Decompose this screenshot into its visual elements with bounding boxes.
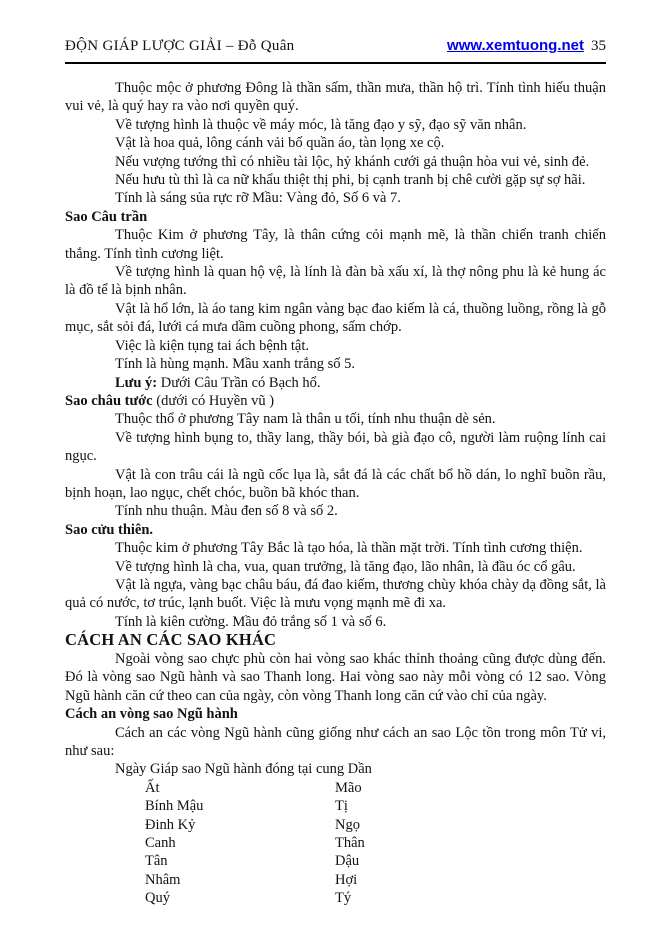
cach-an-paragraph-1: Ngoài vòng sao chực phù còn hai vòng sao khác thỉnh thoảng cũng được dùng đến. Đó là vòng sao Ngũ hành và sao Thanh long. Hai vòng sao này mỗi vòng có 12 sao. Vòng Ngũ hành căn cứ theo can của ngày, còn vòng Thanh long căn cứ vào chỉ của ngày. xyxy=(65,650,606,704)
chi-cell: Thân xyxy=(335,835,365,852)
heading-sao-cau-tran: Sao Câu trần xyxy=(65,208,148,225)
heading-cach-an-ngu-hanh: Cách an vòng sao Ngũ hành xyxy=(65,706,238,723)
chi-cell: Ngọ xyxy=(335,816,360,833)
sao-cau-tran-paragraph-4: Việc là kiện tụng tai ách bệnh tật. xyxy=(115,337,310,354)
sao-cau-tran-note xyxy=(65,374,606,392)
heading-sao-chau-tuoc xyxy=(65,392,606,410)
document-body xyxy=(65,79,606,908)
chi-cell: Tị xyxy=(335,798,348,815)
intro-paragraph-3: Vật là hoa quả, lông cánh vải bố quần áo, tàn lọng xe cộ. xyxy=(115,135,445,152)
chi-cell: Tý xyxy=(335,890,352,907)
ngu-hanh-row xyxy=(65,834,606,852)
ngu-hanh-row xyxy=(65,779,606,797)
intro-paragraph-5: Nếu hưu tù thì là ca nữ khẩu thiệt thị phi, bị cạnh tranh bị chê cười gặp sự sợ hãi. xyxy=(115,172,586,189)
intro-paragraph-2: Về tượng hình là thuộc về máy móc, là tăng đạo y sỹ, đạo sỹ văn nhân. xyxy=(115,116,527,133)
can-cell: Quý xyxy=(145,890,170,907)
page-header xyxy=(65,37,606,64)
can-cell: Canh xyxy=(145,835,176,852)
chi-cell: Mão xyxy=(335,779,362,796)
can-cell: Bính Mậu xyxy=(145,798,204,815)
ngu-hanh-row xyxy=(65,797,606,815)
site-link[interactable]: www.xemtuong.net xyxy=(447,37,584,54)
ngu-hanh-table-caption: Ngày Giáp sao Ngũ hành đóng tại cung Dần xyxy=(115,761,372,778)
intro-paragraph-1: Thuộc mộc ở phương Đông là thần sấm, thần mưa, thần hộ trì. Tính tình hiếu thuận vui vẻ, là quý hay ra vào nơi quyền quý. xyxy=(65,80,606,115)
section-heading-cach-an: CÁCH AN CÁC SAO KHÁC xyxy=(65,630,277,650)
note-text: Dưới Câu Trần có Bạch hổ. xyxy=(157,374,321,391)
heading-sao-chau-tuoc-suffix: (dưới có Huyền vũ ) xyxy=(152,392,275,409)
ngu-hanh-row xyxy=(65,889,606,907)
sao-cau-tran-paragraph-2: Về tượng hình là quan hộ vệ, là lính là đàn bà xấu xí, là thợ nông phu là kẻ hung ác là đồ tể là bịnh nhân. xyxy=(65,264,606,299)
can-cell: Ất xyxy=(145,779,160,796)
sao-cuu-thien-paragraph-4: Tính là kiên cường. Mầu đỏ trắng số 1 và số 6. xyxy=(115,613,387,630)
sao-cuu-thien-paragraph-2: Về tượng hình là cha, vua, quan trưởng, là tăng đạo, lão nhân, là đầu óc cổ gâu. xyxy=(115,558,576,575)
sao-cau-tran-paragraph-3: Vật là hổ lớn, là áo tang kim ngân vàng bạc đao kiếm là cá, thuồng luồng, rồng là gỗ mục, sắt sỏi đá, lưới cá mưa dầm cuồng phong, sấm chớp. xyxy=(65,300,606,336)
sao-cuu-thien-paragraph-3: Vật là ngựa, vàng bạc châu báu, đá đao kiếm, thương chùy khóa chày dạ đồng sắt, là quả có nước, tơ trúc, lạnh buốt. Việc là mưu vọng mạnh mẽ đi xa. xyxy=(65,576,606,612)
chi-cell: Hợi xyxy=(335,871,358,888)
ngu-hanh-row xyxy=(65,852,606,870)
ngu-hanh-row xyxy=(65,871,606,889)
page-number: 35 xyxy=(591,38,606,54)
chi-cell: Dậu xyxy=(335,853,360,870)
sao-chau-tuoc-paragraph-3: Vật là con trâu cái là ngũ cốc lụa là, sắt đá là các chất bổ hồ dán, lo nghĩ buồn rầu, bịnh hoạn, lao ngục, chết chóc, buồn bã khóc than. xyxy=(65,466,606,501)
intro-paragraph-6: Tính là sáng sủa rực rỡ Mầu: Vàng đỏ, Số 6 và 7. xyxy=(115,190,401,207)
heading-sao-chau-tuoc-label: Sao châu tước xyxy=(65,392,153,409)
can-cell: Tân xyxy=(145,853,168,870)
sao-chau-tuoc-paragraph-2: Về tượng hình bụng to, thầy lang, thầy bói, bà già đạo cô, người làm ruộng lính cai ngục. xyxy=(65,429,606,465)
cach-an-paragraph-2: Cách an các vòng Ngũ hành cũng giống như cách an sao Lộc tồn trong môn Tử vi, như sau: xyxy=(65,724,606,760)
sao-chau-tuoc-paragraph-4: Tính nhu thuận. Màu đen số 8 và số 2. xyxy=(115,503,338,520)
sao-cau-tran-paragraph-1: Thuộc Kim ở phương Tây, là thân cứng cỏi mạnh mẽ, là thần chiến tranh chiến thắng. Tính tình cương liệt. xyxy=(65,227,606,262)
can-cell: Đinh Kỷ xyxy=(145,816,196,833)
heading-sao-cuu-thien: Sao cửu thiên. xyxy=(65,521,154,538)
note-label: Lưu ý: xyxy=(115,374,158,391)
sao-cau-tran-paragraph-5: Tính là hùng mạnh. Mầu xanh trắng số 5. xyxy=(115,356,356,373)
sao-chau-tuoc-paragraph-1: Thuộc thổ ở phương Tây nam là thân u tối, tính nhu thuận dè sẻn. xyxy=(115,411,496,428)
can-cell: Nhâm xyxy=(145,871,181,888)
sao-cuu-thien-paragraph-1: Thuộc kim ở phương Tây Bắc là tạo hóa, là thần mặt trời. Tính tình cương thiện. xyxy=(115,540,583,557)
ngu-hanh-row xyxy=(65,816,606,834)
header-right-group xyxy=(447,37,606,55)
ngu-hanh-table xyxy=(65,779,606,908)
document-title: ĐỘN GIÁP LƯỢC GIẢI – Đỗ Quân xyxy=(65,38,295,54)
intro-paragraph-4: Nếu vượng tướng thì có nhiều tài lộc, hỷ khánh cưới gả thuận hòa vui vẻ, sinh đẻ. xyxy=(115,153,590,170)
